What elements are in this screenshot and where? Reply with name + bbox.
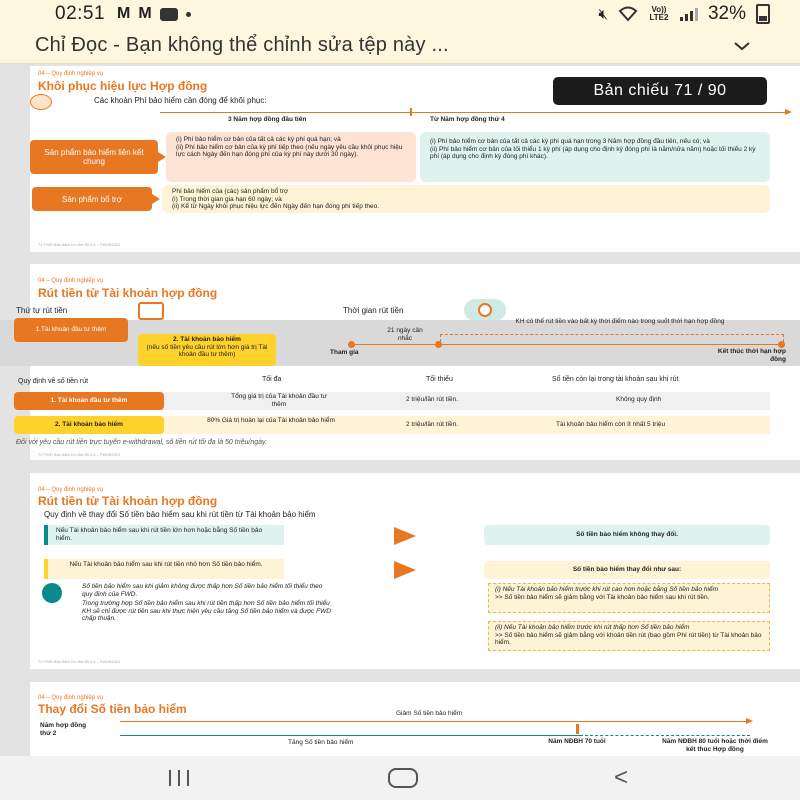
condition-2: Nếu Tài khoản bảo hiểm sau khi rút tiền nhỏ hơn Số tiền bảo hiểm.	[44, 559, 284, 579]
timer-icon	[464, 299, 506, 321]
decrease-label: Giảm Số tiền bảo hiểm	[396, 710, 463, 717]
rider-item-1: (i) Trong thời gian gia hạn 60 ngày; và	[172, 195, 282, 203]
withdraw-timeline	[352, 344, 782, 345]
age-70-mark	[576, 724, 579, 734]
basic-account-label: 2. Tài khoản bảo hiểm	[173, 336, 241, 343]
th-min: Tối thiểu	[426, 376, 453, 383]
linked-y4-item-2: (ii) Phí bảo hiểm cơ bản của tối thiểu 1 kỳ phí (áp dụng cho định kỳ đóng phí là năm/nửa năm) hoặc tối thiểu 2 kỳ phí (áp dụng cho định kỳ đóng phí khác).	[430, 145, 756, 160]
row-1-max: Tổng giá trị của Tài khoản đầu tư thêm	[231, 393, 327, 408]
th-remain: Số tiền còn lại trong tài khoản sau khi rút	[552, 376, 679, 383]
th-max: Tối đa	[262, 376, 282, 383]
notification-icons	[117, 5, 191, 23]
info-icon	[42, 583, 62, 603]
chevron-down-icon[interactable]	[732, 36, 752, 56]
withdraw-order-label: Thứ tự rút tiền	[16, 306, 68, 315]
stopwatch-icon	[478, 303, 492, 317]
rider-item-2: (ii) Kể từ Ngày khôi phục hiệu lực đến Ngày đến hạn đóng phí tiếp theo.	[172, 203, 380, 210]
subtitle: Quy định về thay đổi Số tiền bảo hiểm sau khi rút tiền từ Tài khoản bảo hiểm	[44, 510, 316, 519]
status-bar	[0, 0, 800, 28]
invest-account-button: 1.Tài khoản đầu tư thêm	[14, 318, 128, 342]
linked-y4-panel	[420, 132, 770, 182]
case-1-result: >> Số tiền bảo hiểm sẽ giảm bằng với Tài khoản bảo hiểm sau khi rút tiền.	[495, 593, 710, 601]
slide-title: Rút tiền từ Tài khoản hợp đồng	[38, 494, 218, 508]
join-label: Tham gia	[330, 349, 359, 356]
battery-percent: 32%	[707, 3, 746, 24]
section-label: 04 – Quy định nghiệp vụ	[38, 278, 104, 284]
subtitle: Các khoản Phí bảo hiểm cần đóng để khôi phục:	[94, 96, 267, 105]
withdraw-time-label: Thời gian rút tiền	[343, 306, 404, 315]
slide-title: Rút tiền từ Tài khoản hợp đồng	[38, 286, 218, 300]
section-label: 04 – Quy định nghiệp vụ	[38, 695, 104, 701]
rider-panel	[162, 185, 770, 213]
recent-apps-icon[interactable]	[164, 770, 194, 786]
condition-1: Nếu Tài khoản bảo hiểm sau khi rút tiền lớn hơn hoặc bằng Số tiền bảo hiểm.	[44, 525, 284, 545]
row-2-min: 2 triệu/lần rút tiền.	[406, 421, 459, 428]
readonly-title: Chỉ Đọc - Bạn không thể chỉnh sửa tệp này ...	[35, 34, 449, 56]
th-rule: Quy định về số tiền rút	[18, 378, 89, 385]
back-icon[interactable]: <	[614, 764, 629, 791]
slide-footer: 73 FWD Bảo đảm Ưu thế 65.0.5 – FWDB2021	[38, 659, 121, 664]
result-2: Số tiền bảo hiểm thay đổi như sau:	[484, 561, 770, 579]
increase-line	[120, 735, 580, 736]
youtube-icon	[160, 8, 178, 21]
network-label: Vo)) LTE2	[649, 5, 669, 22]
more-notifications-icon	[186, 12, 191, 17]
decrease-line	[120, 721, 750, 722]
slide-footer: 72 FWD Bảo đảm Ưu thế 65.0.5 – FWDB2021	[38, 452, 121, 457]
label-first-3-years: 3 Năm hợp đồng đầu tiên	[228, 116, 307, 123]
row-2-max: 80% Giá trị hoàn lại của Tài khoản bảo hiểm	[207, 417, 335, 424]
row-1-label: 1. Tài khoản đầu tư thêm	[14, 392, 164, 410]
gmail-icon: M	[117, 5, 131, 22]
mute-icon: 🔇︎	[598, 5, 608, 23]
row-2-remain: Tài khoản bảo hiểm còn ít nhất 5 triệu	[556, 421, 666, 428]
day21-dot	[435, 341, 442, 348]
section-label: 04 – Quy định nghiệp vụ	[38, 71, 104, 77]
case-1-panel	[488, 583, 770, 613]
document-icon	[138, 302, 164, 320]
anytime-bracket	[440, 334, 784, 342]
linked-3y-panel	[166, 132, 416, 182]
row-1-min: 2 triệu/lần rút tiền.	[406, 396, 459, 403]
arrow-connector	[158, 152, 166, 162]
year-2-label: Năm hợp đồng thứ 2	[40, 722, 87, 737]
case-2-result: >> Số tiền bảo hiểm sẽ giảm bằng với khoản tiền rút (bao gồm Phí rút tiền) từ Tài khoản bảo hiểm.	[495, 631, 762, 646]
slide-72[interactable]	[16, 264, 800, 460]
age-80-label: Năm NĐBH 80 tuổi hoặc thời điểm kết thúc Hợp đồng	[662, 738, 768, 753]
bullets	[82, 583, 332, 623]
timeline-line	[160, 112, 790, 113]
basic-account-note: (nếu số tiền yêu cầu rút lớn hơn giá trị Tài khoản đầu tư thêm)	[146, 343, 268, 358]
end-label: Kết thúc thời hạn hợp đồng	[717, 348, 786, 363]
linked-y4-item-1: (i) Phí bảo hiểm cơ bản của tất cả các kỳ phí quá hạn trong 3 Năm hợp đồng đầu tiên, nếu có; và	[430, 138, 710, 145]
row-2-label: 2. Tài khoản bảo hiểm	[14, 416, 164, 434]
clock: 02:51	[55, 3, 106, 24]
arrow-2-icon	[394, 561, 416, 579]
case-2-panel	[488, 621, 770, 651]
increase-label: Tăng Số tiền bảo hiểm	[288, 739, 354, 746]
rider-head: Phí bảo hiểm của (các) sản phẩm bổ trợ	[172, 188, 289, 195]
bullet-2: Trong trường hợp Số tiền bảo hiểm sau khi rút tiền thấp hơn Số tiền bảo hiểm tối thiểu KH sẽ chỉ được rút tiền sau khi thực hiện yêu cầu tăng Số tiền bảo hiểm và được FWD chấp thuận.	[82, 600, 331, 622]
system-nav-bar	[0, 756, 800, 800]
join-dot	[348, 341, 355, 348]
battery-icon	[756, 4, 770, 24]
section-label: 04 – Quy định nghiệp vụ	[38, 487, 104, 493]
case-1: (i) Nếu Tài khoản bảo hiểm trước khi rút cao hơn hoặc bằng Số tiền bảo hiểm	[495, 586, 718, 593]
slide-title: Khôi phục hiệu lực Hợp đồng	[38, 79, 208, 93]
age-70-label: Năm NĐBH 70 tuổi	[548, 738, 606, 745]
slide-footer: 71 FWD Bảo đảm Ưu thế 65.0.5 – FWDB2021	[38, 242, 121, 247]
product-linked-button: Sản phẩm bảo hiểm liên kết chung	[30, 140, 158, 174]
anytime-label: KH có thể rút tiền vào bất kỳ thời điểm nào trong suốt thời hạn hợp đồng	[515, 318, 725, 325]
linked-3y-item-1: (i) Phí bảo hiểm cơ bản của tất cả các kỳ phí quá hạn; và	[176, 136, 341, 143]
bullet-1: Số tiền bảo hiểm sau khi giảm không được thấp hơn Số tiền bảo hiểm tối thiểu theo quy định của FWD.	[82, 583, 323, 598]
arrow-connector-2	[152, 194, 160, 204]
wifi-icon	[618, 6, 638, 22]
result-1: Số tiền bảo hiểm không thay đổi.	[484, 525, 770, 545]
timeline-mark	[410, 108, 412, 116]
decrease-arrow	[746, 718, 753, 724]
home-icon[interactable]	[388, 768, 418, 788]
slide-title: Thay đổi Số tiền bảo hiểm	[38, 702, 187, 716]
coins-icon	[30, 94, 52, 110]
gmail-icon-2: M	[138, 5, 152, 22]
slide-73[interactable]	[30, 473, 800, 669]
readonly-banner[interactable]	[0, 28, 800, 64]
linked-3y-item-2: (ii) Phí bảo hiểm cơ bản của kỳ phí tiếp theo (nếu ngày yêu cầu khôi phục hiệu lực cách Ngày đến hạn đóng phí của kỳ phí này dưới 30 ngày).	[176, 143, 403, 158]
timeline-arrow	[785, 109, 792, 115]
row-1-remain: Không quy định	[616, 396, 662, 403]
arrow-1-icon	[394, 527, 416, 545]
slide-counter: Bản chiếu 71 / 90	[553, 77, 767, 105]
signal-icon	[680, 7, 698, 21]
increase-line-dashed	[580, 735, 750, 736]
basic-account-box	[138, 334, 276, 366]
slide-74[interactable]	[30, 682, 800, 756]
end-dot	[778, 341, 785, 348]
label-from-year-4: Từ Năm hợp đồng thứ 4	[430, 116, 505, 123]
case-2: (ii) Nếu Tài khoản bảo hiểm trước khi rút thấp hơn Số tiền bảo hiểm	[495, 624, 690, 631]
days-21-label: 21 ngày cân nhắc	[387, 327, 423, 342]
product-rider-button: Sản phẩm bổ trợ	[32, 187, 152, 211]
footnote: Đối với yêu cầu rút tiền trực tuyến e-withdrawal, số tiền rút tối đa là 50 triệu/ngày.	[16, 439, 267, 446]
